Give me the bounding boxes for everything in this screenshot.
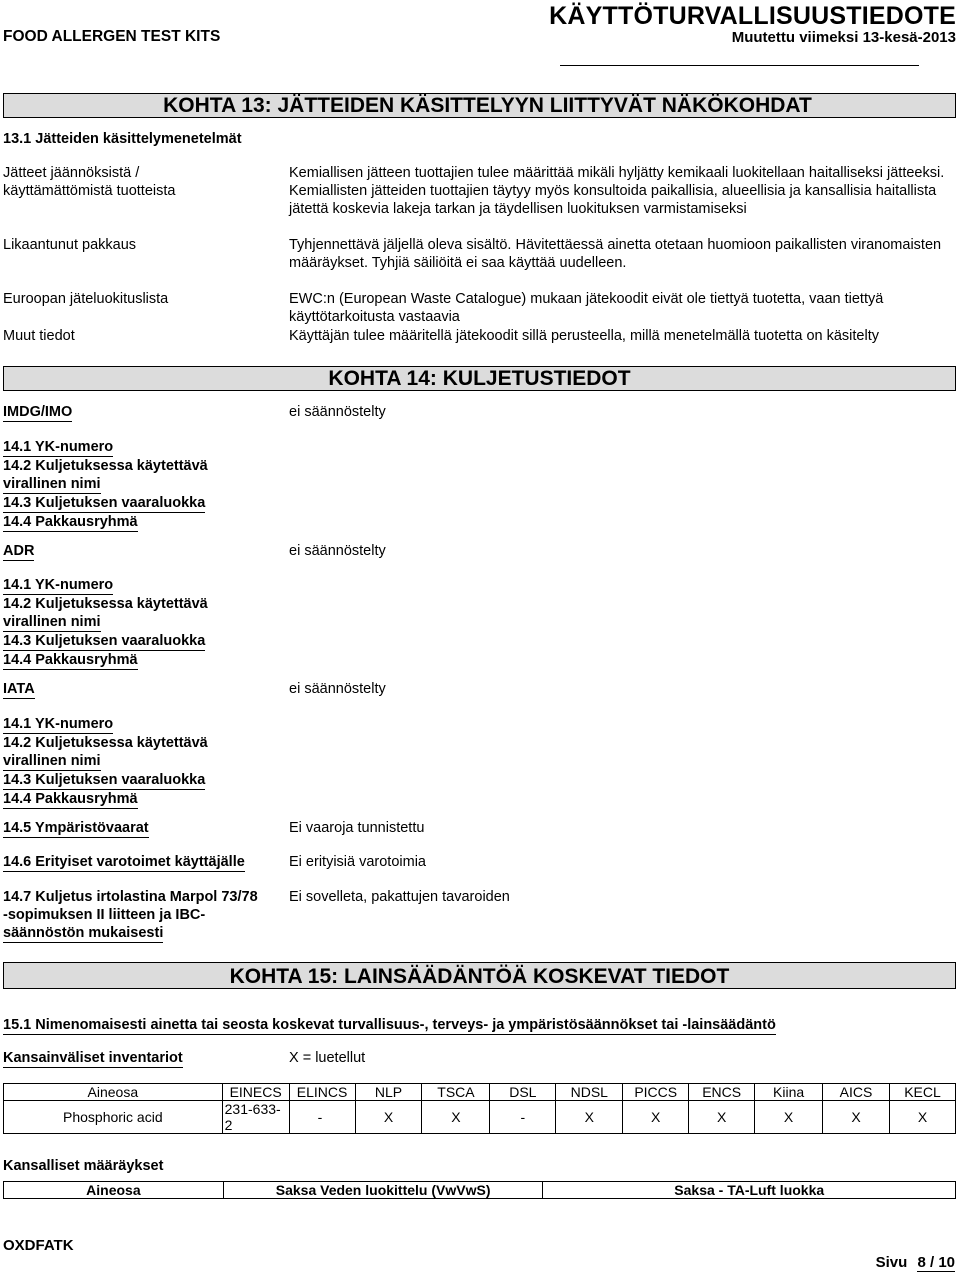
table-cell: Phosphoric acid (4, 1101, 223, 1134)
mode-imdg-value: ei säännöstelty (289, 404, 386, 420)
special-precautions-value: Ei erityisiä varotoimia (289, 854, 426, 870)
table-cell: X (689, 1101, 755, 1134)
table-cell: X (755, 1101, 823, 1134)
national-regulations-label: Kansalliset määräykset (3, 1158, 164, 1174)
revision-date: Muutettu viimeksi 13-kesä-2013 (731, 29, 956, 46)
section-13-title: KOHTA 13: JÄTTEIDEN KÄSITTELYYN LIITTYVÄT NÄKÖKOHDAT (163, 94, 812, 117)
bulk-transport-value: Ei sovelleta, pakattujen tavaroiden (289, 889, 510, 905)
company-name: FOOD ALLERGEN TEST KITS (3, 28, 221, 45)
column-header: Saksa - TA-Luft luokka (543, 1182, 956, 1199)
ewc-value: EWC:n (European Waste Catalogue) mukaan jätekoodit eivät ole tiettyä tuotetta, vaan tiettyä käyttötarkoitusta vastaavia (289, 291, 884, 325)
column-header: Aineosa (4, 1084, 223, 1101)
table-cell: X (556, 1101, 623, 1134)
national-regulations-table (3, 1181, 956, 1199)
table-cell: X (889, 1101, 955, 1134)
section-15-1-heading: 15.1 Nimenomaisesti ainetta tai seosta koskevat turvallisuus-, terveys- ja ympäristösäännökset tai -lainsäädäntö (3, 1017, 776, 1033)
header-divider (560, 65, 919, 66)
table-cell: X (823, 1101, 890, 1134)
column-header: KECL (889, 1084, 955, 1101)
mode-adr-details: 14.1 YK-numero 14.2 Kuljetuksessa käytettävä virallinen nimi 14.3 Kuljetuksen vaaraluokka 14.4 Pakkausryhmä (3, 577, 208, 668)
ewc-label: Euroopan jäteluokituslista (3, 291, 169, 307)
column-header: AICS (823, 1084, 890, 1101)
product-code: OXDFATK (3, 1237, 74, 1254)
column-header: Saksa Veden luokittelu (VwVwS) (223, 1182, 543, 1199)
column-header: Aineosa (4, 1182, 224, 1199)
column-header: PICCS (623, 1084, 689, 1101)
table-cell: - (490, 1101, 556, 1134)
mode-iata-details: 14.1 YK-numero 14.2 Kuljetuksessa käytettävä virallinen nimi 14.3 Kuljetuksen vaaraluokka 14.4 Pakkausryhmä (3, 716, 208, 807)
mode-adr-value: ei säännöstelty (289, 543, 386, 559)
waste-residues-value: Kemiallisen jätteen tuottajien tulee määrittää mikäli hyljätty kemikaali luokitellaan haitalliseksi jätteeksi. Kemiallisten jätteiden tuottajien täytyy myös konsultoida paikallisia, alueellisia ja kansallisia haitallista jätettä koskevia lakeja tarkan ja täydellisen luokituksen varmistamiseksi (289, 165, 945, 217)
section-14-banner (3, 366, 956, 391)
section-13-banner (3, 93, 956, 118)
table-cell: X (623, 1101, 689, 1134)
column-header: ELINCS (289, 1084, 355, 1101)
section-15-banner (3, 962, 956, 989)
mode-imdg-label: IMDG/IMO (3, 404, 73, 420)
mode-imdg-details: 14.1 YK-numero 14.2 Kuljetuksessa käytettävä virallinen nimi 14.3 Kuljetuksen vaaraluokka 14.4 Pakkausryhmä (3, 439, 208, 530)
packaging-value: Tyhjennettävä jäljellä oleva sisältö. Hävitettäessä ainetta otetaan huomioon paikallisten viranomaisten määräykset. Tyhjiä säiliöitä ei saa käyttää uudelleen. (289, 237, 942, 271)
special-precautions-label: 14.6 Erityiset varotoimet käyttäjälle (3, 854, 245, 870)
section-15-title: KOHTA 15: LAINSÄÄDÄNTÖÄ KOSKEVAT TIEDOT (229, 965, 730, 988)
table-cell: - (289, 1101, 355, 1134)
mode-iata-label: IATA (3, 681, 35, 697)
other-info-label: Muut tiedot (3, 328, 75, 344)
env-hazards-value: Ei vaaroja tunnistettu (289, 820, 425, 836)
column-header: TSCA (422, 1084, 490, 1101)
document-title: KÄYTTÖTURVALLISUUSTIEDOTE (549, 2, 956, 30)
column-header: ENCS (689, 1084, 755, 1101)
table-row (4, 1101, 956, 1134)
table-cell: X (355, 1101, 422, 1134)
bulk-transport-label: 14.7 Kuljetus irtolastina Marpol 73/78 -sopimuksen II liitteen ja IBC- säännöstön mukaisesti (3, 889, 258, 941)
intl-inventories-label: Kansainväliset inventariot (3, 1050, 183, 1066)
section-13-1-heading: 13.1 Jätteiden käsittelymenetelmät (3, 131, 242, 147)
column-header: NDSL (556, 1084, 623, 1101)
table-cell: 231-633-2 (222, 1101, 289, 1134)
inventory-table (3, 1083, 956, 1134)
section-14-title: KOHTA 14: KULJETUSTIEDOT (328, 367, 631, 390)
mode-adr-label: ADR (3, 543, 35, 559)
env-hazards-label: 14.5 Ympäristövaarat (3, 820, 149, 836)
packaging-label: Likaantunut pakkaus (3, 237, 137, 253)
mode-iata-value: ei säännöstelty (289, 681, 386, 697)
column-header: EINECS (222, 1084, 289, 1101)
table-cell: X (422, 1101, 490, 1134)
column-header: NLP (355, 1084, 422, 1101)
other-info-value: Käyttäjän tulee määritellä jätekoodit sillä perusteella, millä menetelmällä tuotetta on käsitelty (289, 328, 879, 344)
page-indicator (876, 1254, 955, 1271)
page-number: 8 / 10 (917, 1254, 955, 1271)
national-header-row (4, 1182, 956, 1199)
inventory-header-row (4, 1084, 956, 1101)
column-header: Kiina (755, 1084, 823, 1101)
page-label: Sivu (875, 1254, 908, 1271)
waste-residues-label: Jätteet jäännöksistä / käyttämättömistä tuotteista (3, 165, 176, 199)
intl-inventories-legend: X = luetellut (289, 1050, 366, 1066)
column-header: DSL (490, 1084, 556, 1101)
